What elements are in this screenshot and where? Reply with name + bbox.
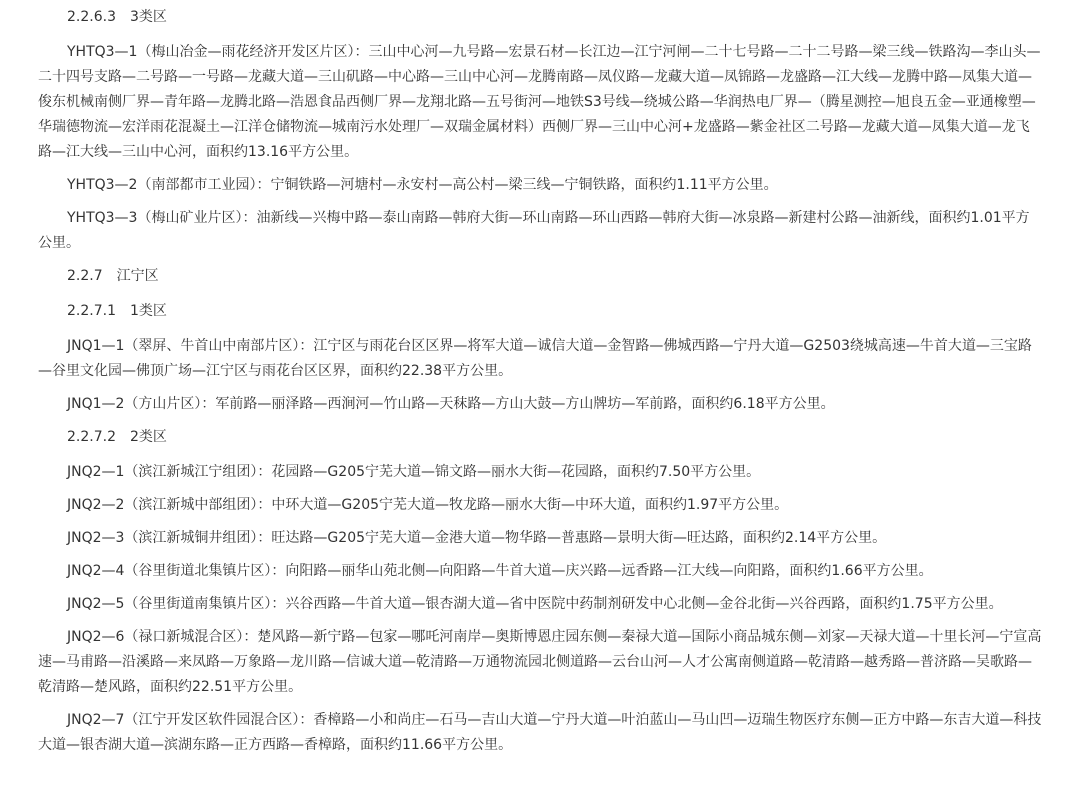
paragraph: JNQ2—6（禄口新城混合区）：楚风路—新宁路—包家—哪吒河南岸—奥斯博恩庄园东侧—秦禄大道—国际小商品城东侧—刘家—天禄大道—十里长河—宁宣高速—马甫路—沿溪路—来凤路—万象路—龙川路—信诚大道—乾清路—万通物流园北侧道路—云台山河—人才公寓南侧道路—乾清路—越秀路—普济路—吴歌路—乾清路—楚风路，面积约22.51平方公里。 <box>38 629 1042 695</box>
section-heading: 2.2.7.2 2类区 <box>67 429 167 445</box>
paragraph: YHTQ3—2（南部都市工业园）：宁铜铁路—河塘村—永安村—高公村—梁三线—宁铜铁路，面积约1.11平方公里。 <box>67 177 778 193</box>
paragraph: JNQ2—1（滨江新城江宁组团）：花园路—G205宁芜大道—锦文路—丽水大街—花园路，面积约7.50平方公里。 <box>67 464 761 480</box>
paragraph: JNQ1—1（翠屏、牛首山中南部片区）：江宁区与雨花台区区界—将军大道—诚信大道—金智路—佛城西路—宁丹大道—G2503绕城高速—牛首大道—三宝路—谷里文化园—佛顶广场—江宁区与雨花台区区界，面积约22.38平方公里。 <box>38 338 1032 379</box>
paragraph: JNQ2—4（谷里街道北集镇片区）：向阳路—丽华山苑北侧—向阳路—牛首大道—庆兴路—远香路—江大线—向阳路，面积约1.66平方公里。 <box>67 563 933 579</box>
paragraph: YHTQ3—3（梅山矿业片区）：油新线—兴梅中路—泰山南路—韩府大街—环山南路—环山西路—韩府大街—冰泉路—新建村公路—油新线，面积约1.01平方公里。 <box>38 210 1030 251</box>
paragraph: JNQ2—3（滨江新城铜井组团）：旺达路—G205宁芜大道—金港大道—物华路—普惠路—景明大街—旺达路，面积约2.14平方公里。 <box>67 530 887 546</box>
paragraph: YHTQ3—1（梅山冶金—雨花经济开发区片区）：三山中心河—九号路—宏景石材—长江边—江宁河闸—二十七号路—二十二号路—梁三线—铁路沟—李山头—二十四号支路—二号路—一号路—龙藏大道—三山矶路—中心路—三山中心河—龙腾南路—凤仪路—龙藏大道—凤锦路—龙盛路—江大线—龙腾中路—凤集大道—俊东机械南侧厂界—青年路—龙腾北路—浩恩食品西侧厂界—龙翔北路—五号街河—地铁S3号线—绕城公路—华润热电厂界—（腾星测控—旭良五金—亚通橡塑—华瑞德物流—宏洋雨花混凝土—江洋仓储物流—城南污水处理厂—双瑞金属材料）西侧厂界—三山中心河+龙盛路—紫金社区二号路—龙藏大道—凤集大道—龙飞路—江大线—三山中心河，面积约13.16平方公里。 <box>38 44 1041 160</box>
section-heading: 2.2.7 江宁区 <box>67 268 159 284</box>
paragraph: JNQ2—2（滨江新城中部组团）：中环大道—G205宁芜大道—牧龙路—丽水大街—中环大道，面积约1.97平方公里。 <box>67 497 789 513</box>
section-heading: 2.2.7.1 1类区 <box>67 303 167 319</box>
paragraph: JNQ1—2（方山片区）：军前路—丽泽路—西涧河—竹山路—天秣路—方山大鼓—方山牌坊—军前路，面积约6.18平方公里。 <box>67 396 835 412</box>
paragraph: JNQ2—5（谷里街道南集镇片区）：兴谷西路—牛首大道—银杏湖大道—省中医院中药制剂研发中心北侧—金谷北街—兴谷西路，面积约1.75平方公里。 <box>67 596 1003 612</box>
section-heading: 2.2.6.3 3类区 <box>67 9 167 25</box>
paragraph: JNQ2—7（江宁开发区软件园混合区）：香樟路—小和尚庄—石马—吉山大道—宁丹大道—叶泊蓝山—马山凹—迈瑞生物医疗东侧—正方中路—东吉大道—科技大道—银杏湖大道—滨湖东路—正方西路—香樟路，面积约11.66平方公里。 <box>38 712 1042 753</box>
